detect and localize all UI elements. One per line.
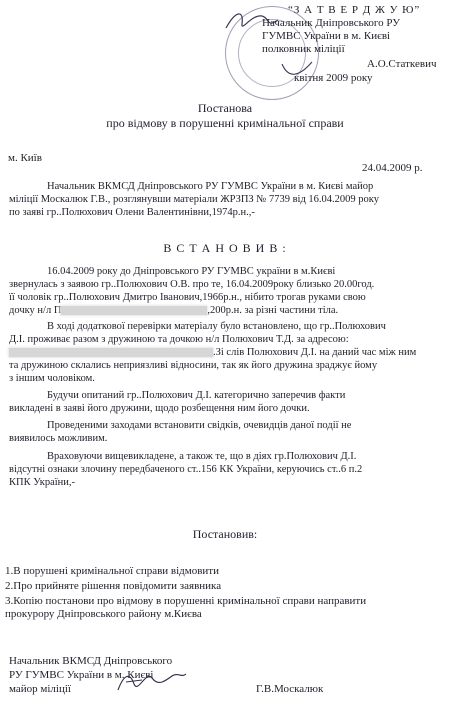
para1-line-2: звернулась з заявою гр..Полюхович О.В. про те, 16.04.2009року близько 20.00год. [9, 279, 375, 290]
resolution-2: 2.Про прийняте рішення повідомити заявника [5, 580, 222, 592]
para5-line-1: Враховуючи вищевикладене, а також те, що в діях гр.Полюхович Д.І. [47, 451, 357, 462]
signature-line-2: РУ ГУМВС України в м. Києві [9, 669, 154, 681]
approval-line-2: ГУМВС України в м. Києві [262, 30, 391, 42]
approval-line-1: Начальник Дніпровського РУ [262, 17, 401, 29]
para2-line-3 [9, 347, 416, 359]
approval-date: квітня 2009 року [294, 72, 373, 84]
established-heading: В С Т А Н О В И В : [163, 241, 287, 255]
para1-line-1: 16.04.2009 року до Дніпровського РУ ГУМВС україни в м.Києві [47, 266, 336, 277]
para1-last-end: ,200р.н. за різні частини тіла. [207, 305, 339, 316]
para1-line-4 [9, 305, 338, 317]
intro-line-1: Начальник ВКМСД Дніпровського РУ ГУМВС України в м. Києві майор [47, 181, 374, 192]
para2-line-5: з іншим чоловіком. [9, 373, 95, 384]
intro-line-2: міліції Москалюк Г.В., розглянувши матеріали ЖРЗПЗ № 7739 від 16.04.2009 року [9, 194, 379, 205]
resolved-heading: Постановив: [192, 527, 258, 541]
approval-heading: “З А Т В Е Р Д Ж У Ю” [288, 4, 421, 16]
para3-line-1: Будучи опитаний гр..Полюхович Д.І. категорично заперечив факти [47, 390, 346, 401]
para4-line-2: виявилось можливим. [9, 433, 108, 444]
resolution-3-continued: прокурору Дніпровського району м.Києва [5, 608, 202, 620]
para1-last-start: дочку н/л П [9, 305, 62, 316]
para2-line-4: та дружиною склались неприязливі відносини, так як його дружина зраджує йому [9, 360, 378, 371]
para5-line-3: КПК України,- [9, 477, 76, 488]
resolution-1: 1.В порушені кримінальної справи відмовити [5, 565, 220, 577]
signature-name: Г.В.Москалюк [256, 683, 324, 695]
resolution-3: 3.Копію постанови про відмову в порушенні кримінальної справи направити [5, 595, 367, 607]
para2-line-3-text: .Зі слів Полюхович Д.І. на даний час між ним [213, 347, 417, 358]
para2-line-1: В ході додаткової перевірки матеріалу було встановлено, що гр..Полюхович [47, 321, 386, 332]
signature-line-3: майор міліції [9, 683, 71, 695]
intro-line-3: по заяві гр..Полюхович Олени Валентинівни,1974р.н.,- [9, 207, 255, 218]
document-date: 24.04.2009 р. [362, 162, 423, 174]
redacted-address [9, 348, 213, 357]
redacted-name [61, 306, 207, 315]
place: м. Київ [8, 152, 42, 164]
document-subtitle: про відмову в порушенні кримінальної справи [106, 116, 344, 130]
document-title: Постанова [197, 101, 253, 115]
approval-line-3: полковник міліції [262, 43, 345, 55]
signature-line-1: Начальник ВКМСД Дніпровського [9, 655, 173, 667]
para4-line-1: Проведеними заходами встановити свідків, очевидців даної події не [47, 420, 352, 431]
para3-line-2: викладені в заяві його дружини, щодо розбещення ним його дочки. [9, 403, 310, 414]
approval-signer: А.О.Статкевич [367, 58, 437, 70]
para1-line-3: її чоловік гр..Полюхович Дмитро Іванович,1966р.н., нібито трогав руками свою [9, 292, 366, 303]
officer-signature [112, 664, 192, 698]
para5-line-2: відсутні ознаки злочину передбаченого ст..156 КК України, керуючись ст..6 п.2 [9, 464, 363, 475]
para2-line-2: Д.І. проживає разом з дружиною та дочкою н/л Полюхович Т.Д. за адресою: [9, 334, 349, 345]
